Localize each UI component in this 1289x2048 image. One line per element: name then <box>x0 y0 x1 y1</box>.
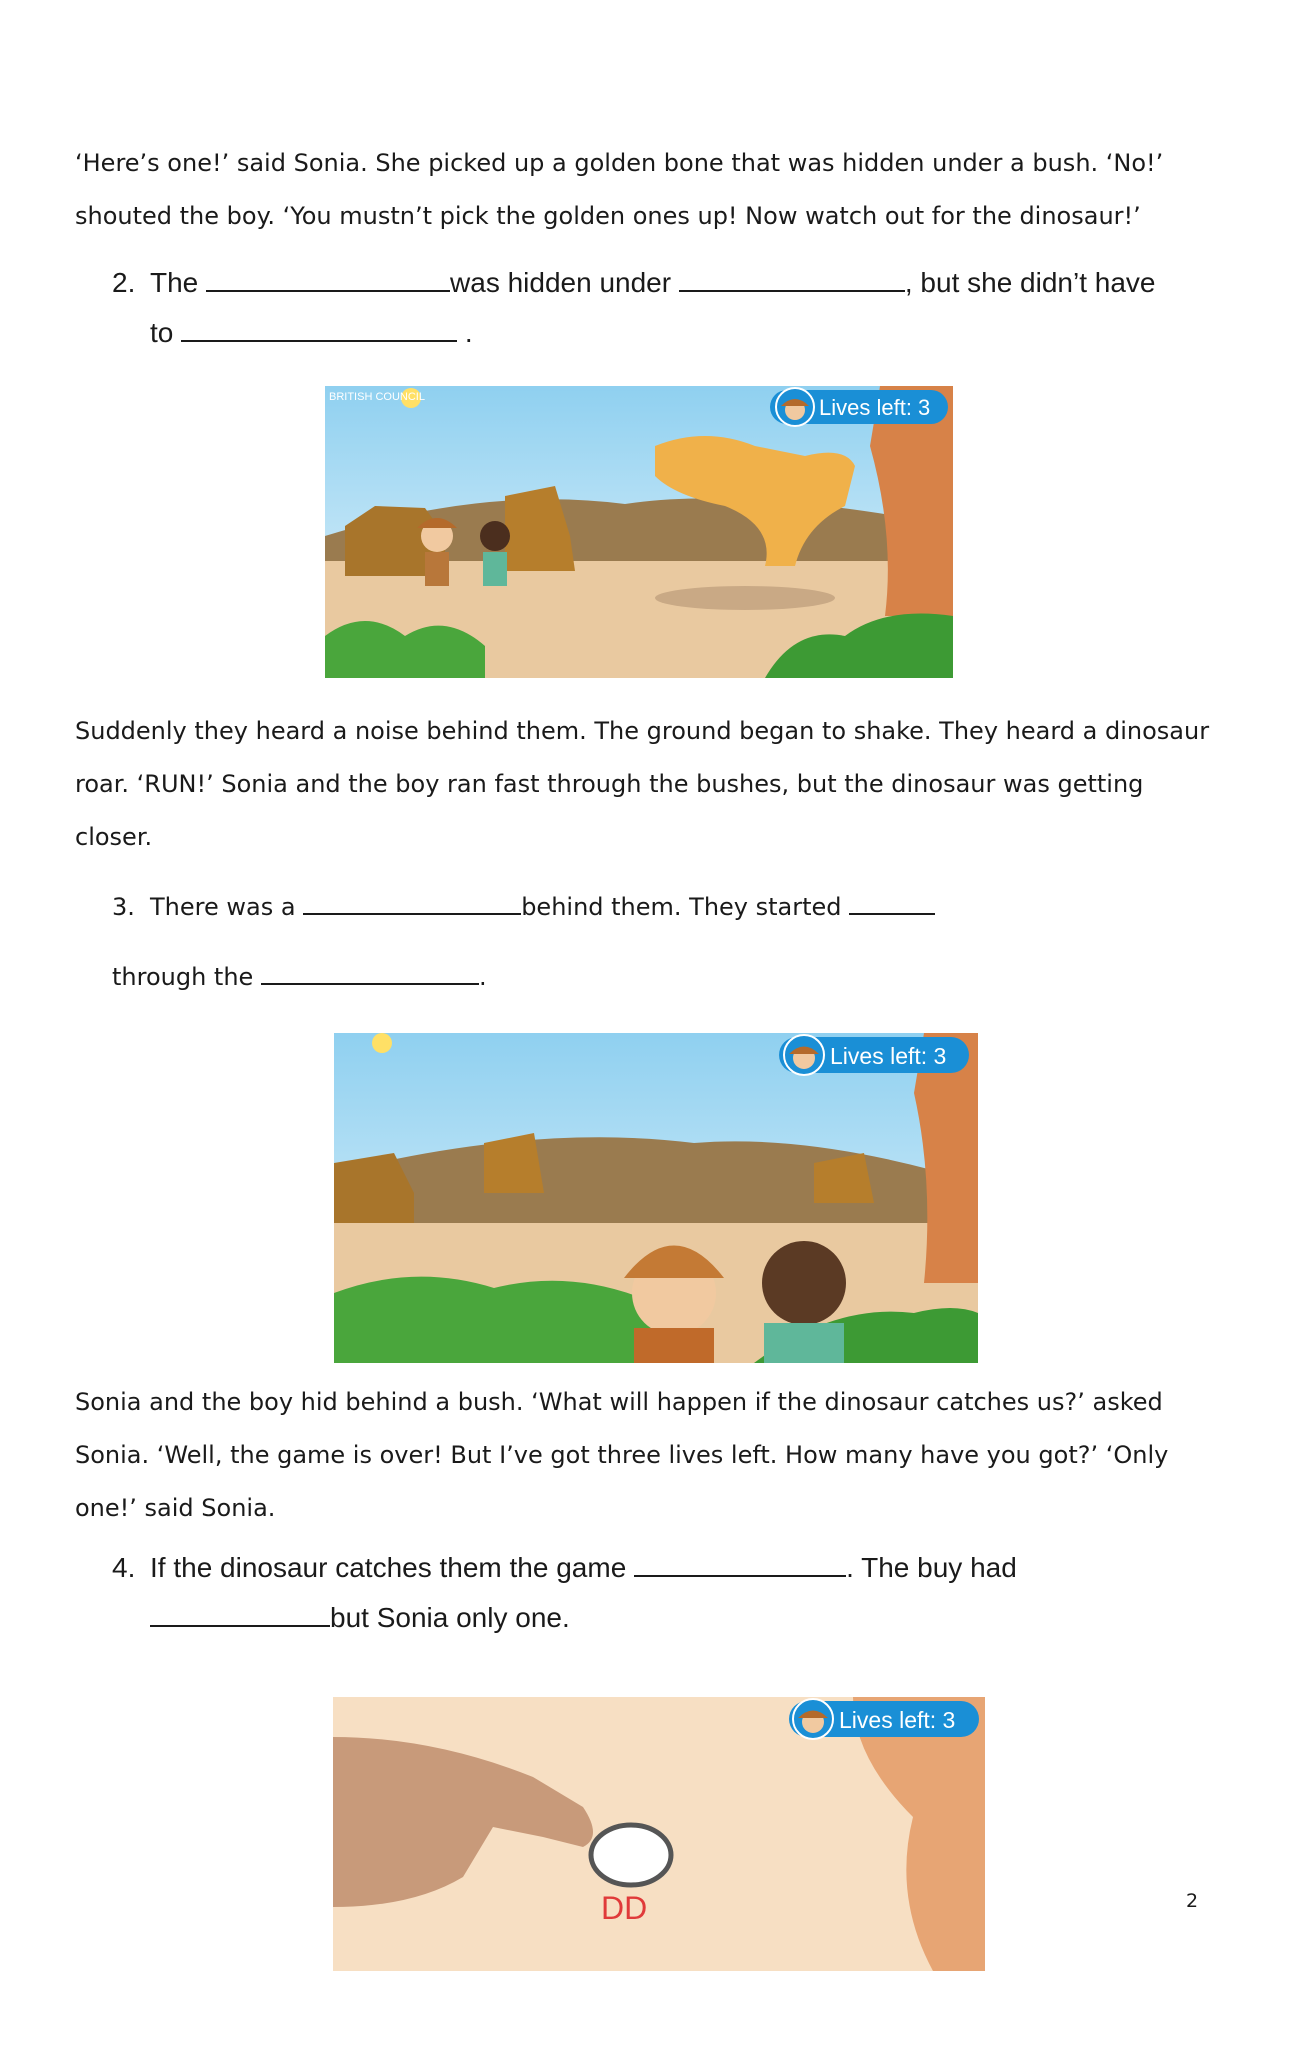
svg-text:Lives left: 3: Lives left: 3 <box>830 1043 947 1069</box>
story-paragraph-1: ‘Here’s one!’ said Sonia. She picked up a golden bone that was hidden under a bush. ‘No!’ shouted the boy. ‘You mustn’t pick the golden ones up! Now watch out for the dinosaur!’ <box>75 149 1164 230</box>
answer-blank[interactable] <box>181 314 457 342</box>
story-paragraph-3: Sonia and the boy hid behind a bush. ‘What will happen if the dinosaur catches us?’ asked Sonia. ‘Well, the game is over! But I’ve got three lives left. How many have you got?’ ‘Only one!’ said Sonia. <box>75 1388 1169 1522</box>
answer-blank[interactable] <box>261 961 479 985</box>
svg-text:Lives left: 3: Lives left: 3 <box>839 1707 956 1733</box>
question-3: 3. There was a behind them. They started through the . <box>112 872 1212 1012</box>
answer-blank[interactable] <box>849 891 935 915</box>
answer-blank[interactable] <box>303 891 521 915</box>
game-screenshot-egg <box>333 1697 985 1971</box>
question-number: 2. <box>112 267 136 298</box>
game-screenshot-dinosaur-chase <box>325 386 953 678</box>
answer-blank[interactable] <box>206 264 450 292</box>
svg-text:Lives left: 3: Lives left: 3 <box>819 395 931 420</box>
question-number: 4. <box>112 1552 136 1583</box>
question-number: 3. <box>112 893 135 921</box>
svg-text:BRITISH COUNCIL: BRITISH COUNCIL <box>329 391 425 403</box>
sonia-character-icon <box>480 521 510 586</box>
page-number: 2 <box>1186 1890 1199 1912</box>
egg-icon <box>591 1825 671 1885</box>
svg-text:DD: DD <box>601 1890 648 1926</box>
boy-character-icon <box>624 1246 724 1364</box>
answer-blank[interactable] <box>679 264 905 292</box>
question-4: 4. If the dinosaur catches them the game . The buy had but Sonia only one. <box>112 1543 1212 1643</box>
lives-badge <box>779 1035 969 1075</box>
lives-badge <box>770 388 948 426</box>
answer-blank[interactable] <box>150 1599 330 1627</box>
story-paragraph-2: Suddenly they heard a noise behind them. The ground began to shake. They heard a dinosaur roar. ‘RUN!’ Sonia and the boy ran fast through the bushes, but the dinosaur was getting closer. <box>75 717 1210 851</box>
sonia-character-icon <box>762 1241 846 1363</box>
answer-blank[interactable] <box>634 1549 846 1577</box>
question-2: 2. The was hidden under , but she didn’t have to . <box>112 258 1212 358</box>
game-screenshot-hiding <box>334 1033 978 1363</box>
lives-badge <box>789 1699 979 1739</box>
